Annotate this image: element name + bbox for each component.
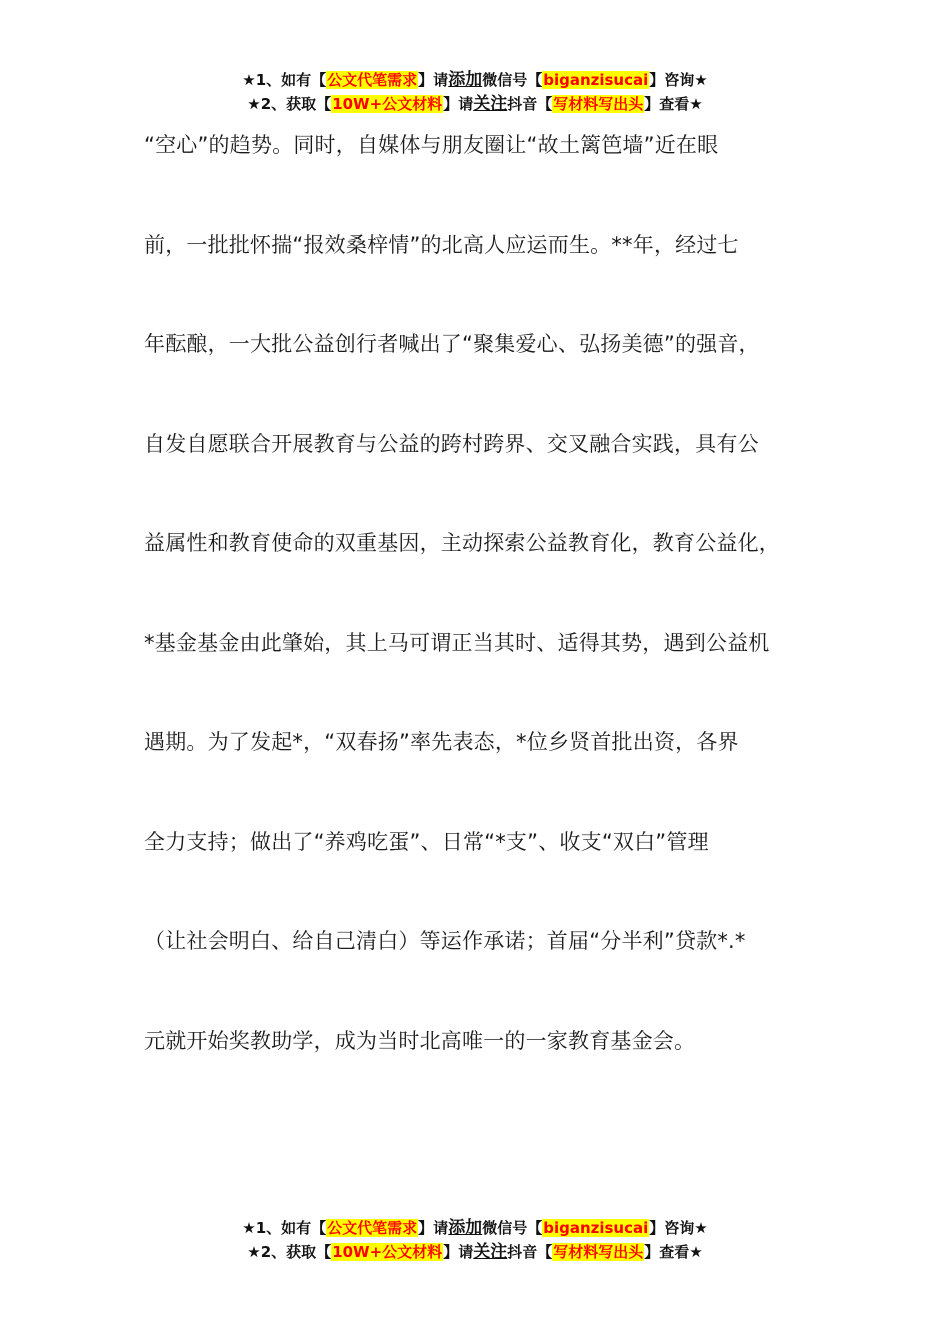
header-banner (0, 68, 950, 116)
banner-text: ★1、如有【 (242, 1219, 327, 1237)
banner-highlight: 10W+公文材料 (332, 1243, 443, 1261)
banner-underline: 添加 (448, 70, 483, 90)
footer-banner (0, 1216, 950, 1264)
banner-line-1 (0, 68, 950, 92)
banner-text: 】咨询★ (649, 1219, 708, 1237)
body-line: （让社会明白、给自己清白）等运作承诺；首届“分半利”贷款*.* (144, 929, 746, 953)
banner-line-2 (0, 1240, 950, 1264)
body-line: 全力支持；做出了“养鸡吃蛋”、日常“*支”、收支“双白”管理 (144, 829, 709, 854)
banner-text: 】请 (443, 1243, 474, 1261)
banner-highlight: 写材料写出头 (553, 95, 644, 113)
banner-line-2 (0, 92, 950, 116)
banner-underline: 添加 (448, 1218, 483, 1238)
body-line: *基金基金由此肇始，其上马可谓正当其时、适得其势，遇到公益机 (144, 630, 770, 655)
body-line: 元就开始奖教助学，成为当时北高唯一的一家教育基金会。 (144, 1028, 696, 1053)
body-line: 自发自愿联合开展教育与公益的跨村跨界、交叉融合实践，具有公 (144, 431, 759, 456)
banner-text: 微信号【 (482, 1219, 543, 1237)
banner-line-1 (0, 1216, 950, 1240)
banner-text: ★2、获取【 (247, 1243, 332, 1261)
body-line: “空心”的趋势。同时，自媒体与朋友圈让“故土篱笆墙”近在眼 (144, 133, 719, 157)
banner-text: ★2、获取【 (247, 95, 332, 113)
body-line: 前，一批批怀揣“报效桑梓情”的北高人应运而生。**年，经过七 (144, 232, 739, 257)
banner-highlight: 公文代笔需求 (327, 1219, 418, 1237)
banner-text: 】请 (443, 95, 474, 113)
body-line: 益属性和教育使命的双重基因，主动探索公益教育化，教育公益化， (144, 531, 780, 555)
body-line: 年酝酿，一大批公益创行者喊出了“聚集爱心、弘扬美德”的强音， (144, 332, 760, 356)
document-body (144, 125, 844, 1120)
banner-text: ★1、如有【 (242, 71, 327, 89)
banner-text: 】请 (418, 71, 449, 89)
banner-highlight: 写材料写出头 (553, 1243, 644, 1261)
body-line: 遇期。为了发起*，“双春扬”率先表态，*位乡贤首批出资，各界 (144, 730, 739, 754)
banner-text: 微信号【 (482, 71, 543, 89)
banner-underline: 关注 (473, 1242, 508, 1262)
banner-text: 抖音【 (507, 1243, 553, 1261)
banner-highlight: biganzisucai (543, 1219, 649, 1237)
banner-highlight: 10W+公文材料 (332, 95, 443, 113)
banner-underline: 关注 (473, 94, 508, 114)
banner-text: 】查看★ (644, 95, 703, 113)
banner-text: 】请 (418, 1219, 449, 1237)
banner-highlight: 公文代笔需求 (327, 71, 418, 89)
banner-highlight: biganzisucai (543, 71, 649, 89)
banner-text: 】咨询★ (649, 71, 708, 89)
banner-text: 】查看★ (644, 1243, 703, 1261)
banner-text: 抖音【 (507, 95, 553, 113)
